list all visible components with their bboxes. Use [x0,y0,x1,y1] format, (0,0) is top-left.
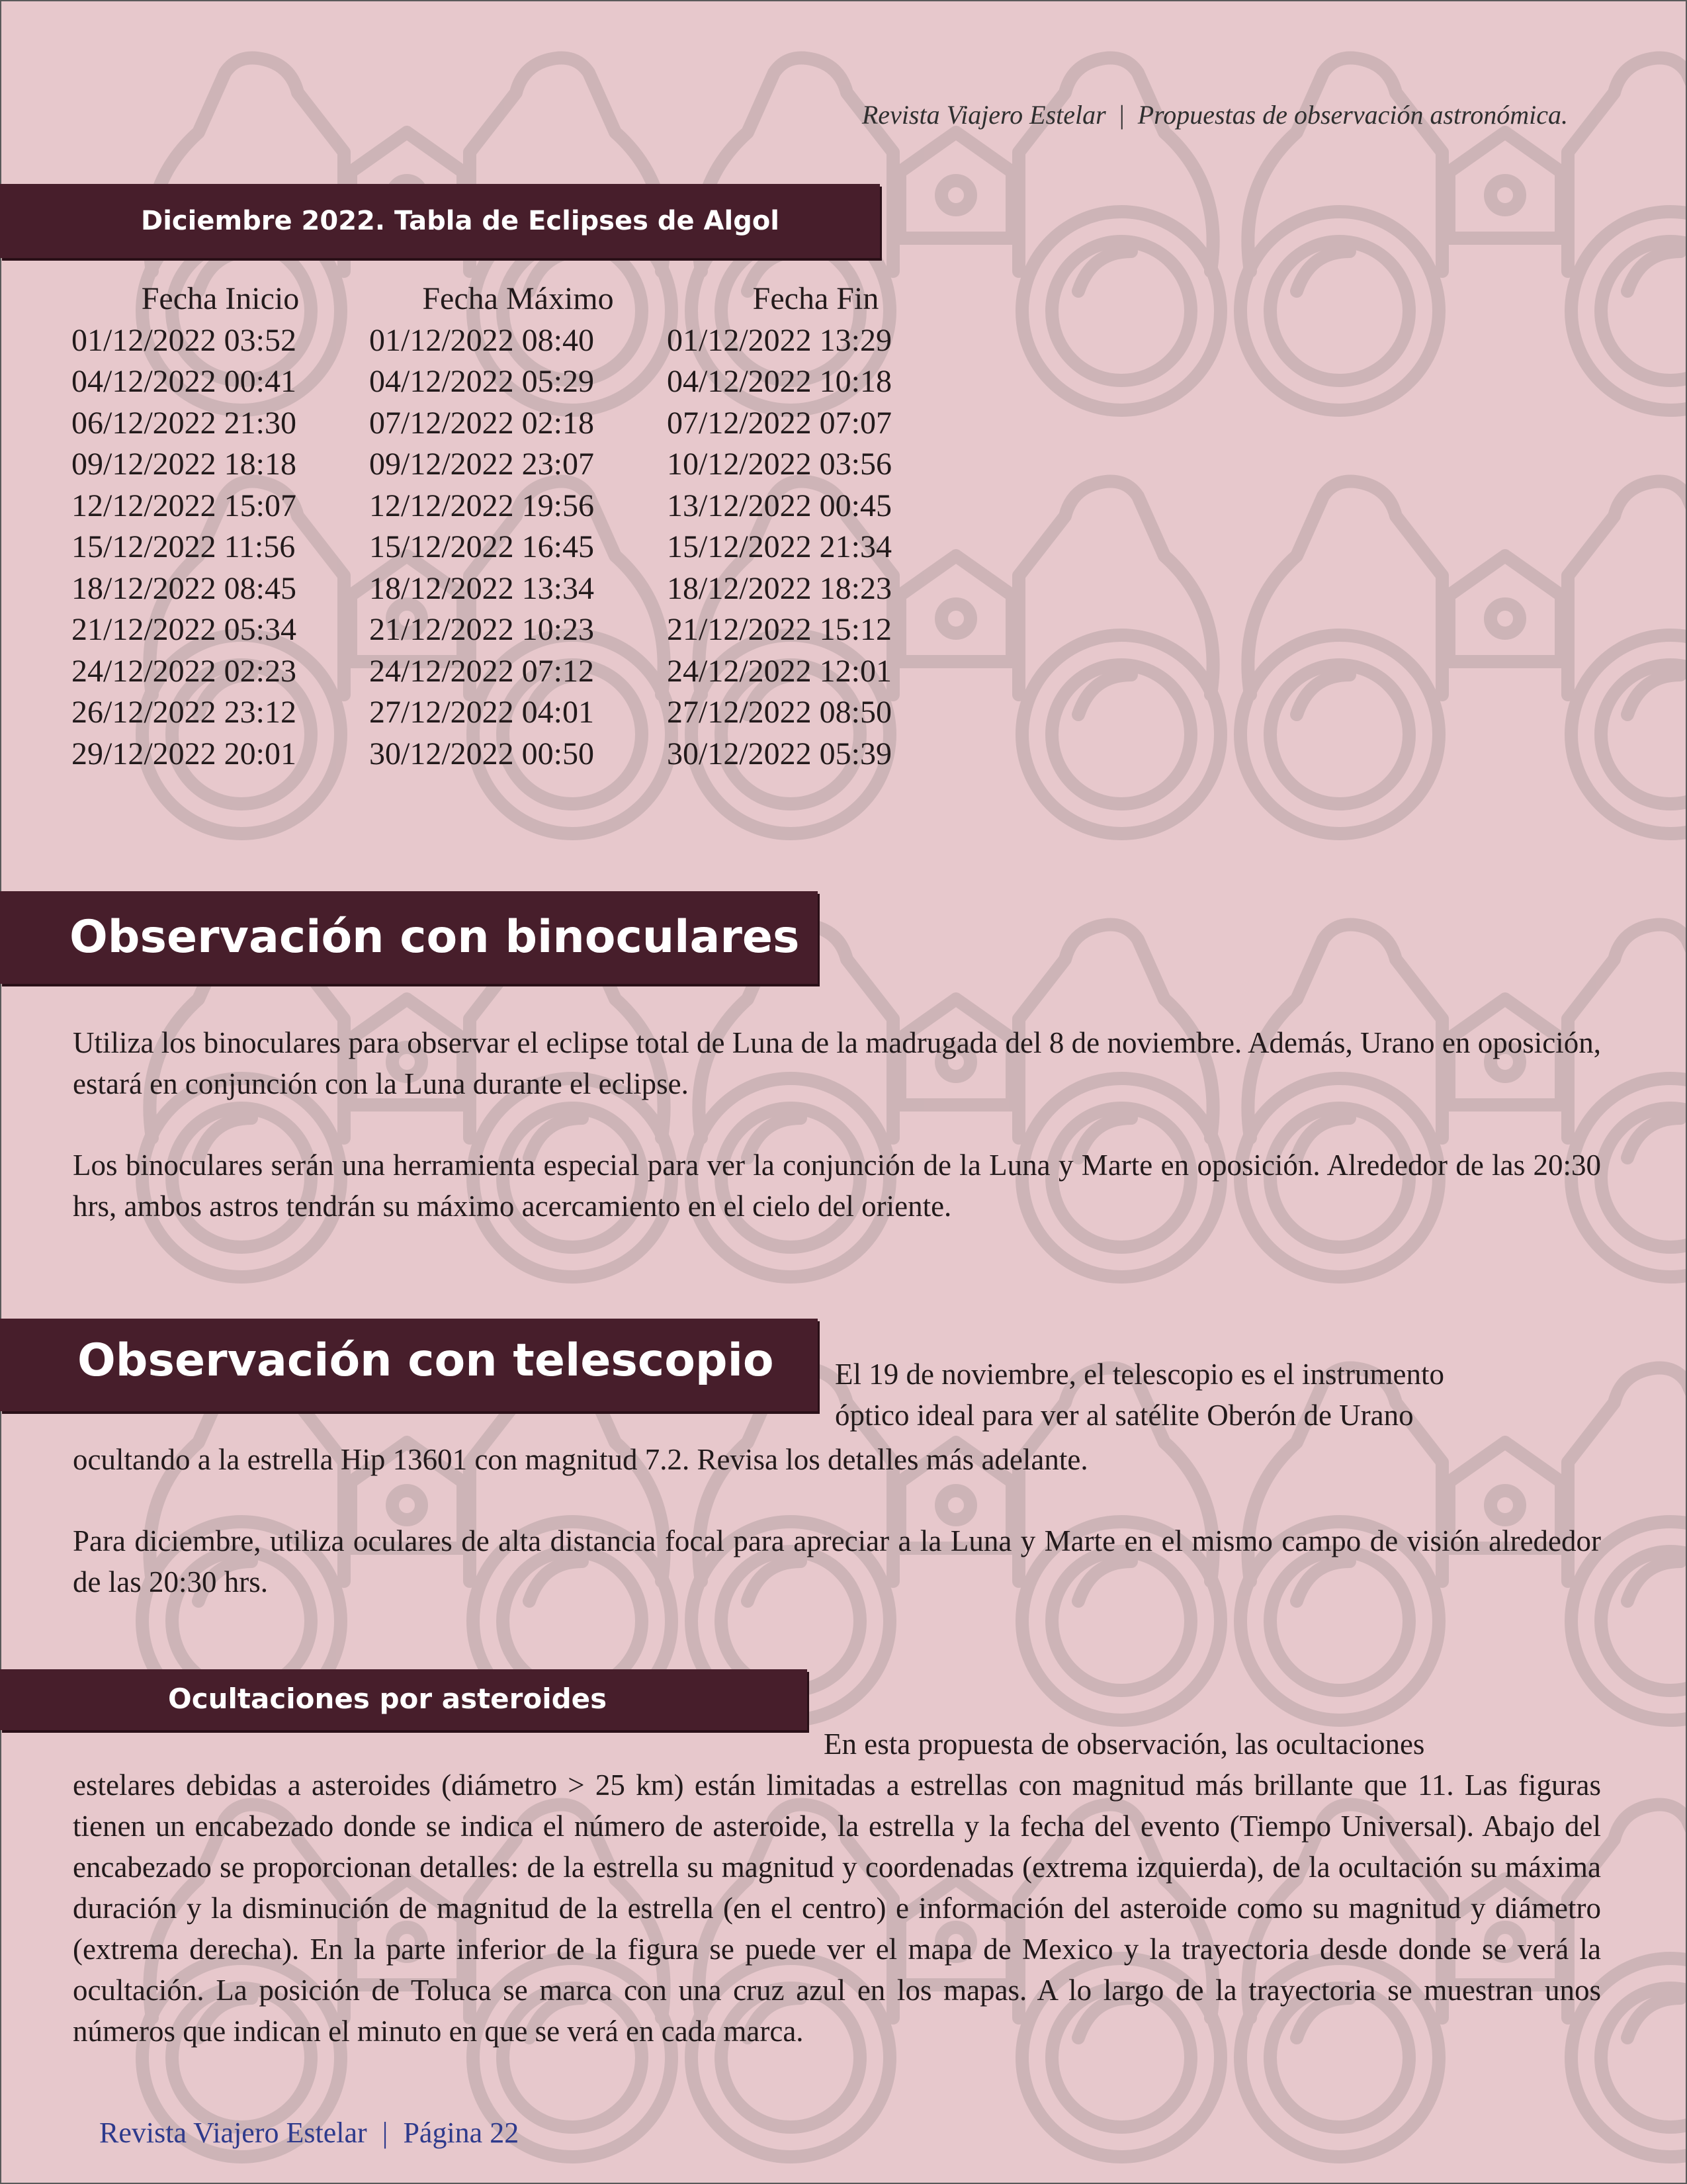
column-header-start: Fecha Inicio [141,281,300,316]
header-separator: | [1119,100,1125,130]
cell-start: 01/12/2022 03:52 [71,322,297,358]
cell-end: 30/12/2022 05:39 [667,736,892,771]
telescope-paragraph-1-line-3: ocultando a la estrella Hip 13601 con magnitud 7.2. Revisa los detalles más adelante. [73,1443,1088,1476]
cell-end: 27/12/2022 08:50 [667,695,892,730]
cell-max: 15/12/2022 16:45 [369,529,595,565]
binoculars-section-banner [0,891,818,984]
cell-max: 18/12/2022 13:34 [369,570,595,606]
occultations-paragraph-line-1: En esta propuesta de observación, las ocultaciones [824,1727,1425,1761]
footer-page-number: Página 22 [403,2117,519,2149]
table-row [71,733,965,775]
cell-start: 29/12/2022 20:01 [71,736,297,771]
cell-start: 21/12/2022 05:34 [71,612,297,648]
cell-max: 07/12/2022 02:18 [369,405,595,441]
cell-max: 27/12/2022 04:01 [369,695,595,730]
cell-end: 10/12/2022 03:56 [667,447,892,482]
cell-max: 24/12/2022 07:12 [369,653,595,689]
algol-eclipse-table [71,278,965,775]
cell-end: 15/12/2022 21:34 [667,529,892,565]
cell-max: 12/12/2022 19:56 [369,488,595,523]
cell-start: 06/12/2022 21:30 [71,405,297,441]
cell-max: 01/12/2022 08:40 [369,322,595,358]
table-row [71,568,965,609]
table-row [71,320,965,361]
binoculars-paragraph-2: Los binoculares serán una herramienta especial para ver la conjunción de la Luna y Marte en oposición. Alrededor de las 20:30 hrs, ambos astros tendrán su máximo acercamiento en el cielo del oriente. [73,1149,1601,1223]
table-row [71,444,965,486]
cell-max: 04/12/2022 05:29 [369,364,595,400]
cell-max: 21/12/2022 10:23 [369,612,595,648]
header-magazine: Revista Viajero Estelar [861,100,1106,130]
running-header [862,99,1568,130]
algol-table-banner [0,184,880,258]
cell-start: 18/12/2022 08:45 [71,570,297,606]
cell-max: 09/12/2022 23:07 [369,447,595,482]
cell-end: 21/12/2022 15:12 [667,612,892,648]
occultations-section-banner [0,1669,807,1730]
cell-end: 01/12/2022 13:29 [667,322,892,358]
algol-table-title: Diciembre 2022. Tabla de Eclipses de Algol [141,206,780,236]
column-header-max: Fecha Máximo [422,281,614,316]
cell-end: 07/12/2022 07:07 [667,405,892,441]
header-section: Propuestas de observación astronómica. [1137,100,1568,130]
telescope-paragraph-2: Para diciembre, utiliza oculares de alta distancia focal para apreciar a la Luna y Marte en el mismo campo de visión alrededor de las 20:30 hrs. [73,1524,1601,1598]
table-row [71,527,965,568]
page-footer [99,2116,519,2150]
cell-end: 18/12/2022 18:23 [667,570,892,606]
cell-end: 04/12/2022 10:18 [667,364,892,400]
telescope-section-title: Observación con telescopio [77,1334,774,1387]
cell-start: 04/12/2022 00:41 [71,364,297,400]
cell-start: 15/12/2022 11:56 [71,529,296,565]
table-row [71,485,965,527]
table-row [71,692,965,734]
binoculars-paragraph-1: Utiliza los binoculares para observar el eclipse total de Luna de la madrugada del 8 de noviembre. Además, Urano en oposición, estará en conjunción con la Luna durante el eclipse. [73,1026,1601,1100]
cell-end: 24/12/2022 12:01 [667,653,892,689]
table-header-row [71,278,965,320]
cell-start: 26/12/2022 23:12 [71,695,297,730]
telescope-paragraph-1-line-1: El 19 de noviembre, el telescopio es el instrumento [835,1358,1445,1391]
occultations-section-title: Ocultaciones por asteroides [168,1682,607,1715]
cell-start: 24/12/2022 02:23 [71,653,297,689]
cell-start: 12/12/2022 15:07 [71,488,297,523]
footer-magazine: Revista Viajero Estelar [99,2117,367,2149]
table-row [71,650,965,692]
cell-max: 30/12/2022 00:50 [369,736,595,771]
column-header-end: Fecha Fin [752,281,879,316]
cell-end: 13/12/2022 00:45 [667,488,892,523]
footer-separator: | [382,2117,388,2149]
binoculars-section-title: Observación con binoculares [69,911,800,963]
cell-start: 09/12/2022 18:18 [71,447,297,482]
table-row [71,361,965,403]
table-row [71,402,965,444]
telescope-section-banner [0,1319,818,1411]
telescope-paragraph-1-line-2: óptico ideal para ver al satélite Oberón de Urano [835,1399,1414,1432]
occultations-paragraph-body: estelares debidas a asteroides (diámetro > 25 km) están limitadas a estrellas con magnitud más brillante que 11. Las figuras tienen un encabezado donde se indica el número de asteroide, la estrella y la fecha del evento (Tiempo Universal). Abajo del encabezado se proporcionan detalles: de la estrella su magnitud y coordenadas (extrema izquierda), de la ocultación su máxima duración y la disminución de magnitud de la estrella (en el centro) e información del asteroide como su magnitud y diámetro (extrema derecha). En la parte inferior de la figura se puede ver el mapa de Mexico y la trayectoria desde donde se verá la ocultación. La posición de Toluca se marca con una cruz azul en los mapas. A lo largo de la trayectoria se muestran unos números que indican el minuto en que se verá en cada marca. [73,1769,1601,2048]
table-row [71,609,965,651]
